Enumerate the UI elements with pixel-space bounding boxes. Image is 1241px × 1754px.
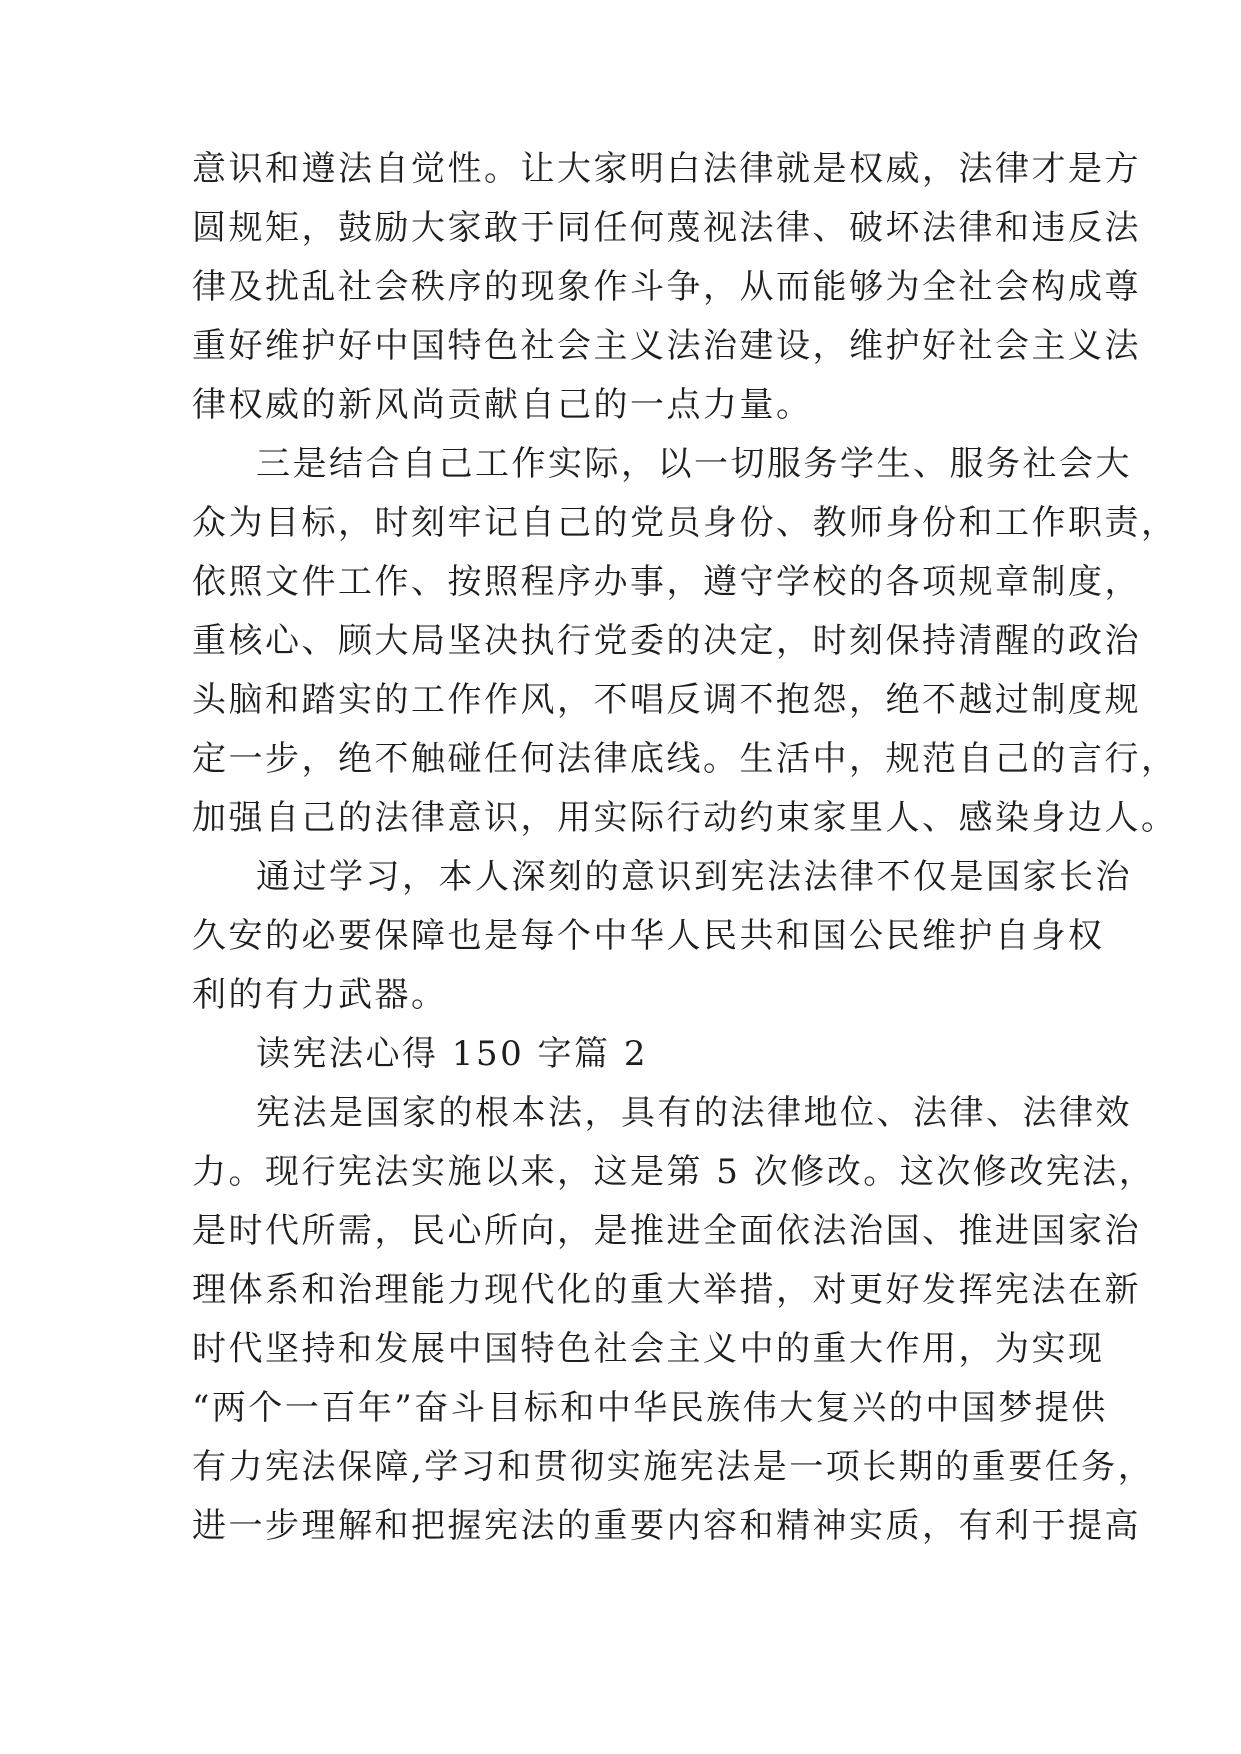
paragraph-constitution [192,1084,1156,1556]
text-line: 依照文件工作、按照程序办事，遵守学校的各项规章制度， [192,562,1141,602]
text-line: 头脑和踏实的工作作风，不唱反调不抱怨，绝不越过制度规 [192,680,1141,720]
text-line: 意识和遵法自觉性。让大家明白法律就是权威，法律才是方 [192,149,1141,189]
text-line: 利的有力武器。 [192,975,448,1015]
paragraph-work-practice [192,435,1178,848]
text-line: 进一步理解和把握宪法的重要内容和精神实质，有利于提高 [192,1506,1141,1546]
section-heading-text: 读宪法心得 150 字篇 2 [256,1034,648,1074]
text-line: 圆规矩，鼓励大家敢于同任何蔑视法律、破坏法律和违反法 [192,208,1141,248]
text-line: 是时代所需，民心所向，是推进全面依法治国、推进国家治 [192,1211,1141,1251]
text-line: 众为目标，时刻牢记自己的党员身份、教师身份和工作职责， [192,503,1178,543]
text-line: 加强自己的法律意识，用实际行动约束家里人、感染身边人。 [192,798,1178,838]
paragraph-conclusion [192,848,1132,1025]
text-line: 时代坚持和发展中国特色社会主义中的重大作用，为实现 [192,1329,1105,1369]
text-line: 力。现行宪法实施以来，这是第 5 次修改。这次修改宪法， [192,1152,1156,1192]
text-line: 久安的必要保障也是每个中华人民共和国公民维护自身权 [192,916,1105,956]
text-line: 通过学习，本人深刻的意识到宪法法律不仅是国家长治 [256,857,1132,897]
text-line: 律及扰乱社会秩序的现象作斗争，从而能够为全社会构成尊 [192,267,1141,307]
text-line: 律权威的新风尚贡献自己的一点力量。 [192,385,813,425]
text-line: “两个一百年”奋斗目标和中华民族伟大复兴的中国梦提供 [192,1388,1108,1428]
text-line: 重核心、顾大局坚决执行党委的决定，时刻保持清醒的政治 [192,621,1141,661]
paragraph-law-awareness [192,140,1141,435]
text-line: 定一步，绝不触碰任何法律底线。生活中，规范自己的言行， [192,739,1178,779]
text-line: 重好维护好中国特色社会主义法治建设，维护好社会主义法 [192,326,1141,366]
text-line: 有力宪法保障,学习和贯彻实施宪法是一项长期的重要任务， [192,1447,1155,1487]
text-line: 宪法是国家的根本法，具有的法律地位、法律、法律效 [256,1093,1132,1133]
text-line: 三是结合自己工作实际，以一切服务学生、服务社会大 [256,444,1132,484]
text-line: 理体系和治理能力现代化的重大举措，对更好发挥宪法在新 [192,1270,1141,1310]
section-heading [192,1025,1072,1084]
document-body [192,140,1178,1556]
